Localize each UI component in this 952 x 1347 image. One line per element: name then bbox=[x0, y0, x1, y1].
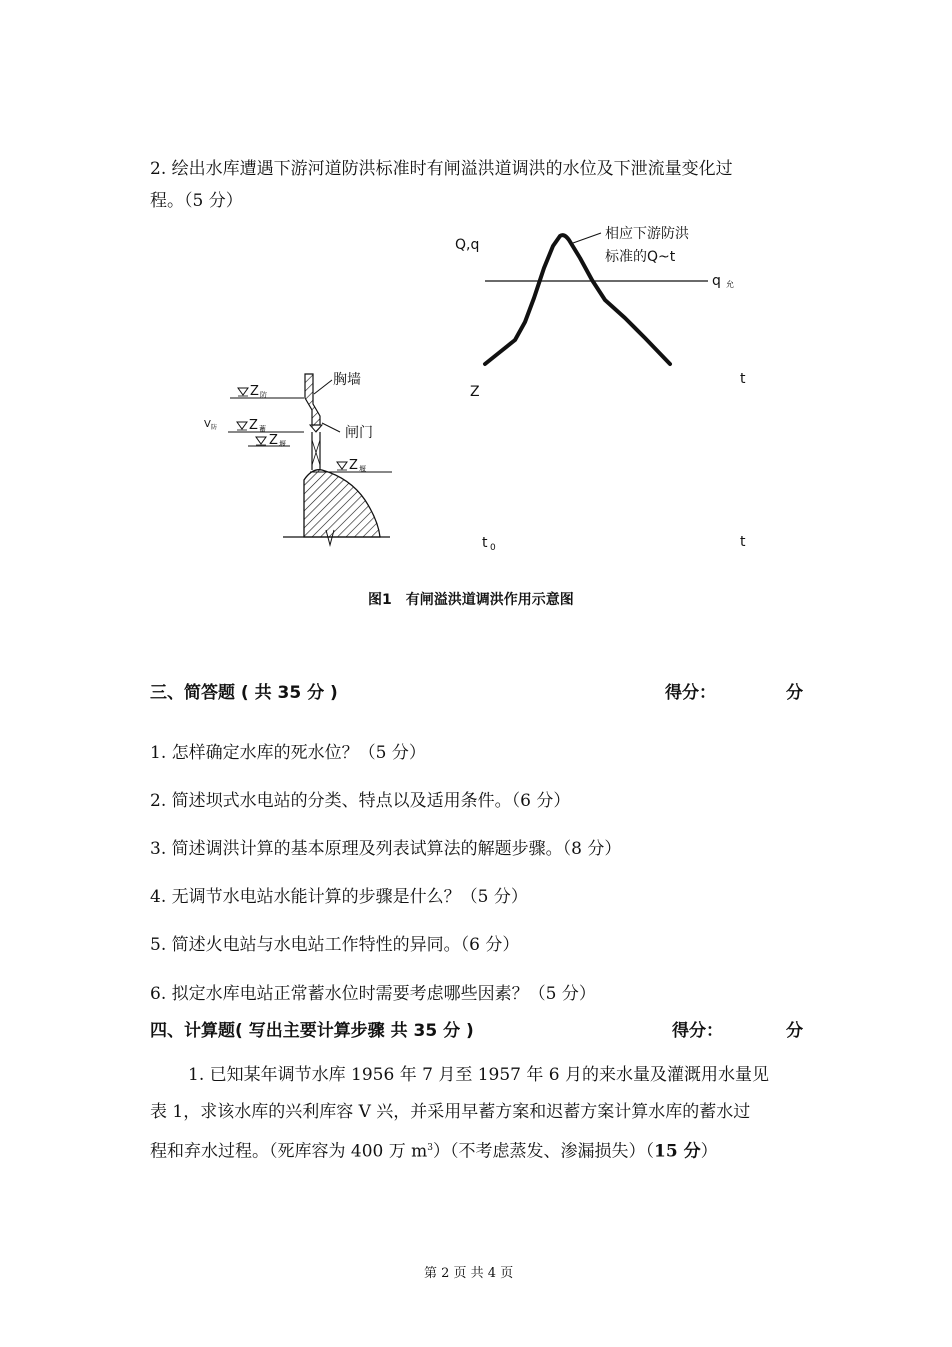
spillway-dam-sketch bbox=[204, 371, 392, 545]
t0-subscript: 0 bbox=[490, 543, 496, 553]
lower-y-axis-label: Z bbox=[470, 384, 480, 400]
upper-time-axis-label: t bbox=[740, 371, 746, 387]
level-triangle-icon bbox=[237, 422, 247, 429]
section-3-score-label: 得分： bbox=[665, 683, 716, 703]
z-downstream-label: Z bbox=[349, 458, 358, 473]
question-2-line-1: 2. 绘出水库遭遇下游河道防洪标准时有闸溢洪道调洪的水位及下泄流量变化过 bbox=[150, 159, 733, 179]
spillway-body bbox=[304, 470, 380, 537]
section-4-question-1-line-1: 1. 已知某年调节水库 1956 年 7 月至 1957 年 6 月的来水量及灌溉用水量见 bbox=[188, 1065, 770, 1085]
section-4-question-1-line-2: 表 1，求该水库的兴利库容 V 兴，并采用早蓄方案和迟蓄方案计算水库的蓄水过 bbox=[150, 1102, 751, 1122]
level-triangle-icon bbox=[238, 388, 248, 395]
z-flood-label: Z bbox=[250, 384, 259, 399]
gate-label: 闸门 bbox=[345, 425, 373, 441]
breast-wall-leader bbox=[314, 380, 332, 394]
section-3-question-3: 3. 简述调洪计算的基本原理及列表试算法的解题步骤。（8 分） bbox=[150, 839, 622, 859]
section-3-title: 三、简答题 ( 共 35 分 ) bbox=[150, 683, 338, 703]
water-level-plot bbox=[470, 384, 746, 553]
section-4-score-label: 得分： bbox=[672, 1021, 723, 1041]
gate bbox=[310, 425, 322, 432]
curve-label-line-2: 标准的Q~t bbox=[605, 249, 676, 265]
question-points: 15 分 bbox=[654, 1141, 701, 1162]
section-3-question-5: 5. 简述火电站与水电站工作特性的异同。（6 分） bbox=[150, 935, 520, 955]
cubic-superscript: 3 bbox=[427, 1143, 434, 1153]
allowable-discharge-subscript: 允 bbox=[726, 280, 734, 289]
flood-volume-subscript: 防 bbox=[211, 424, 218, 431]
z-crest-subscript: 堰 bbox=[279, 440, 286, 448]
section-3-question-2: 2. 简述坝式水电站的分类、特点以及适用条件。（6 分） bbox=[150, 791, 571, 811]
figure-caption: 图1 有闸溢洪道调洪作用示意图 bbox=[368, 592, 574, 608]
breast-wall bbox=[305, 374, 320, 425]
level-triangle-icon bbox=[256, 437, 266, 444]
curve-label-leader bbox=[573, 233, 601, 243]
line-3-part-b: ）（不考虑蒸发、渗漏损失）（ bbox=[433, 1141, 655, 1162]
upper-y-axis-label: Q,q bbox=[455, 237, 480, 253]
lower-time-axis-label: t bbox=[740, 534, 746, 550]
line-3-part-a: 程和弃水过程。（死库容为 400 万 m bbox=[150, 1141, 428, 1162]
section-3-question-6: 6. 拟定水库电站正常蓄水位时需要考虑哪些因素？（5 分） bbox=[150, 984, 596, 1004]
z-storage-subscript: 蓄 bbox=[259, 425, 266, 433]
flood-volume-label: V bbox=[204, 419, 211, 430]
gate-leader bbox=[322, 423, 340, 432]
z-flood-subscript: 防 bbox=[260, 391, 267, 399]
level-triangle-icon bbox=[337, 462, 347, 469]
z-downstream-subscript: 堰 bbox=[359, 465, 366, 473]
section-3-score-unit: 分 bbox=[786, 683, 803, 703]
z-crest-label: Z bbox=[269, 433, 278, 448]
section-4-question-1-line-3 bbox=[150, 1136, 718, 1164]
section-3-question-4: 4. 无调节水电站水能计算的步骤是什么？（5 分） bbox=[150, 887, 528, 907]
t0-label: t bbox=[482, 535, 488, 551]
page-number: 第 2 页 共 4 页 bbox=[424, 1266, 514, 1281]
z-storage-label: Z bbox=[249, 418, 258, 433]
section-3-question-1: 1. 怎样确定水库的死水位？（5 分） bbox=[150, 743, 426, 763]
figure-1 bbox=[0, 0, 952, 620]
line-3-part-c: ） bbox=[700, 1141, 718, 1162]
allowable-discharge-label: q bbox=[712, 273, 721, 289]
discharge-hydrograph-plot bbox=[455, 225, 746, 387]
curve-label-line-1: 相应下游防洪 bbox=[605, 226, 689, 242]
breast-wall-label: 胸墙 bbox=[333, 372, 361, 388]
question-2-line-2: 程。（5 分） bbox=[150, 191, 243, 211]
section-4-title: 四、计算题( 写出主要计算步骤 共 35 分 ) bbox=[150, 1021, 474, 1041]
section-4-score-unit: 分 bbox=[786, 1021, 803, 1041]
